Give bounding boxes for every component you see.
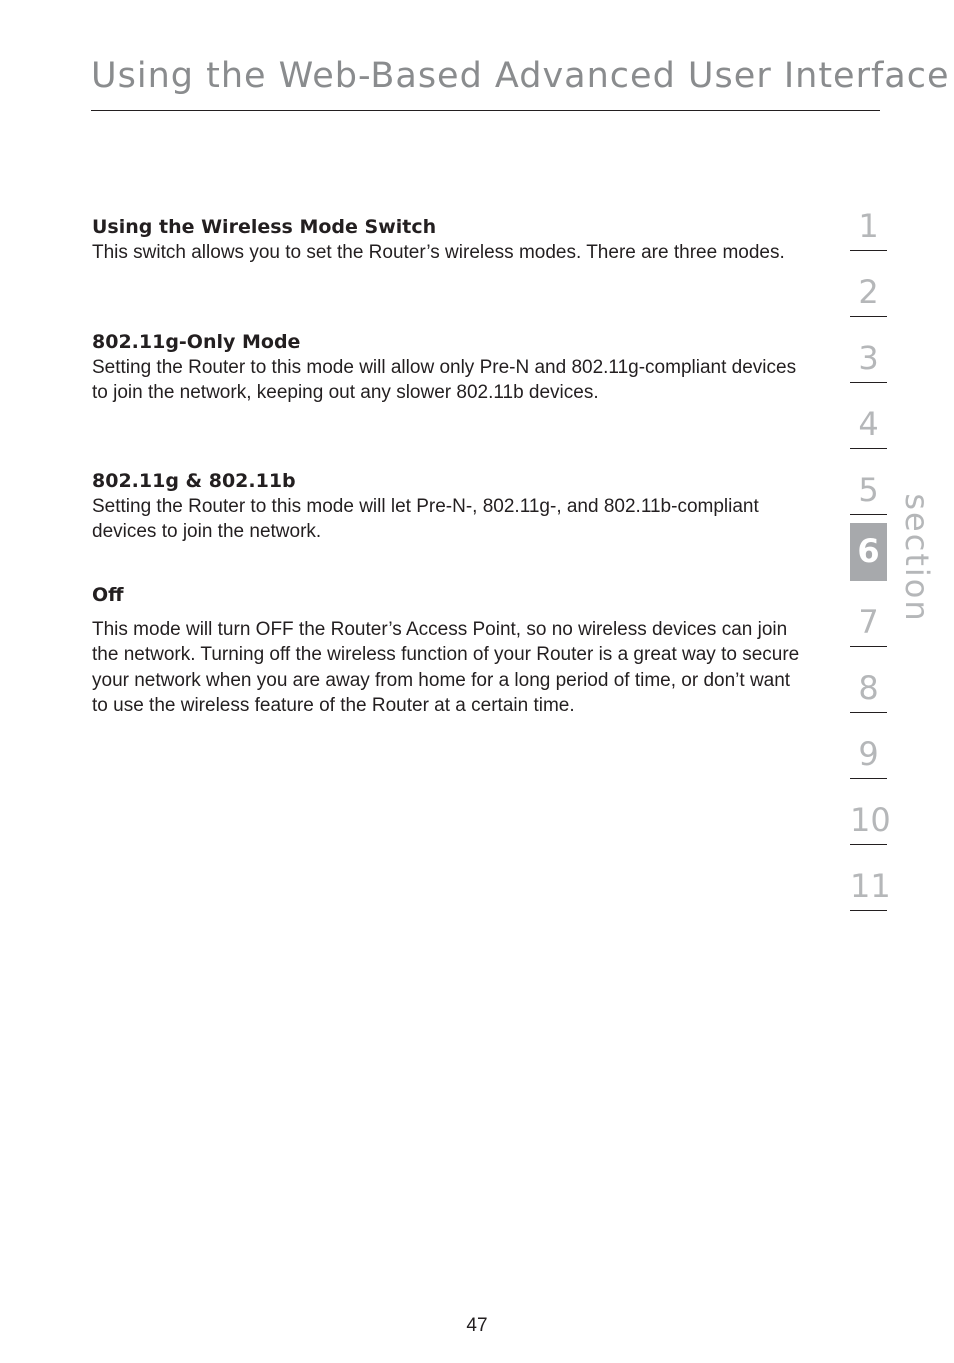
- wireless-mode-switch-section: [92, 214, 802, 329]
- section-heading: 802.11g & 802.11b: [92, 470, 296, 492]
- section-tab-11[interactable]: [850, 845, 891, 911]
- section-body: This mode will turn OFF the Router’s Access Point, so no wireless devices can join the network. Turning off the wireless function of your Router is a great way to secure your network when you are away from home for a long period of time, or don’t want to use the wireless feature of the Router at a certain time.: [92, 619, 800, 716]
- section-tab-10[interactable]: [850, 779, 891, 845]
- section-tab-number: 4: [858, 405, 879, 443]
- section-label: [898, 493, 936, 623]
- section-tab-number: 9: [858, 735, 879, 773]
- section-tab-9[interactable]: [850, 713, 887, 779]
- section-tab-number: 11: [850, 867, 891, 905]
- section-tab-5[interactable]: [850, 449, 887, 515]
- title-rule: [91, 110, 880, 111]
- off-mode-section: [92, 582, 802, 718]
- section-tab-4[interactable]: [850, 383, 887, 449]
- section-heading: Off: [92, 584, 124, 606]
- section-tab-number: 1: [858, 207, 879, 245]
- section-label-text: section: [898, 493, 936, 623]
- section-tab-number: 6: [857, 532, 880, 570]
- section-tab-6-active[interactable]: [850, 515, 887, 581]
- section-tab-2[interactable]: [850, 251, 887, 317]
- section-heading: Using the Wireless Mode Switch: [92, 216, 437, 238]
- section-tab-1[interactable]: [850, 185, 887, 251]
- section-body: Setting the Router to this mode will let Pre-N-, 802.11g-, and 802.11b-compliant devices to join the network.: [92, 496, 759, 543]
- section-tab-number: 5: [858, 471, 879, 509]
- page-title: Using the Web-Based Advanced User Interface: [91, 56, 950, 96]
- g-only-mode-section: [92, 329, 802, 468]
- section-tab-number: 7: [858, 603, 879, 641]
- section-heading: 802.11g-Only Mode: [92, 331, 301, 353]
- section-nav: [850, 185, 891, 911]
- section-tab-number: 8: [858, 669, 879, 707]
- main-content: [92, 214, 802, 718]
- section-tab-number: 10: [850, 801, 891, 839]
- section-body: This switch allows you to set the Router’s wireless modes. There are three modes.: [92, 242, 785, 263]
- section-tab-7[interactable]: [850, 581, 887, 647]
- section-tab-8[interactable]: [850, 647, 887, 713]
- section-tab-3[interactable]: [850, 317, 887, 383]
- g-and-b-mode-section: [92, 468, 802, 582]
- section-body: Setting the Router to this mode will allow only Pre-N and 802.11g-compliant devices to join the network, keeping out any slower 802.11b devices.: [92, 357, 797, 404]
- section-tab-number: 3: [858, 339, 879, 377]
- section-tab-number: 2: [858, 273, 879, 311]
- page-number: 47: [466, 1315, 488, 1336]
